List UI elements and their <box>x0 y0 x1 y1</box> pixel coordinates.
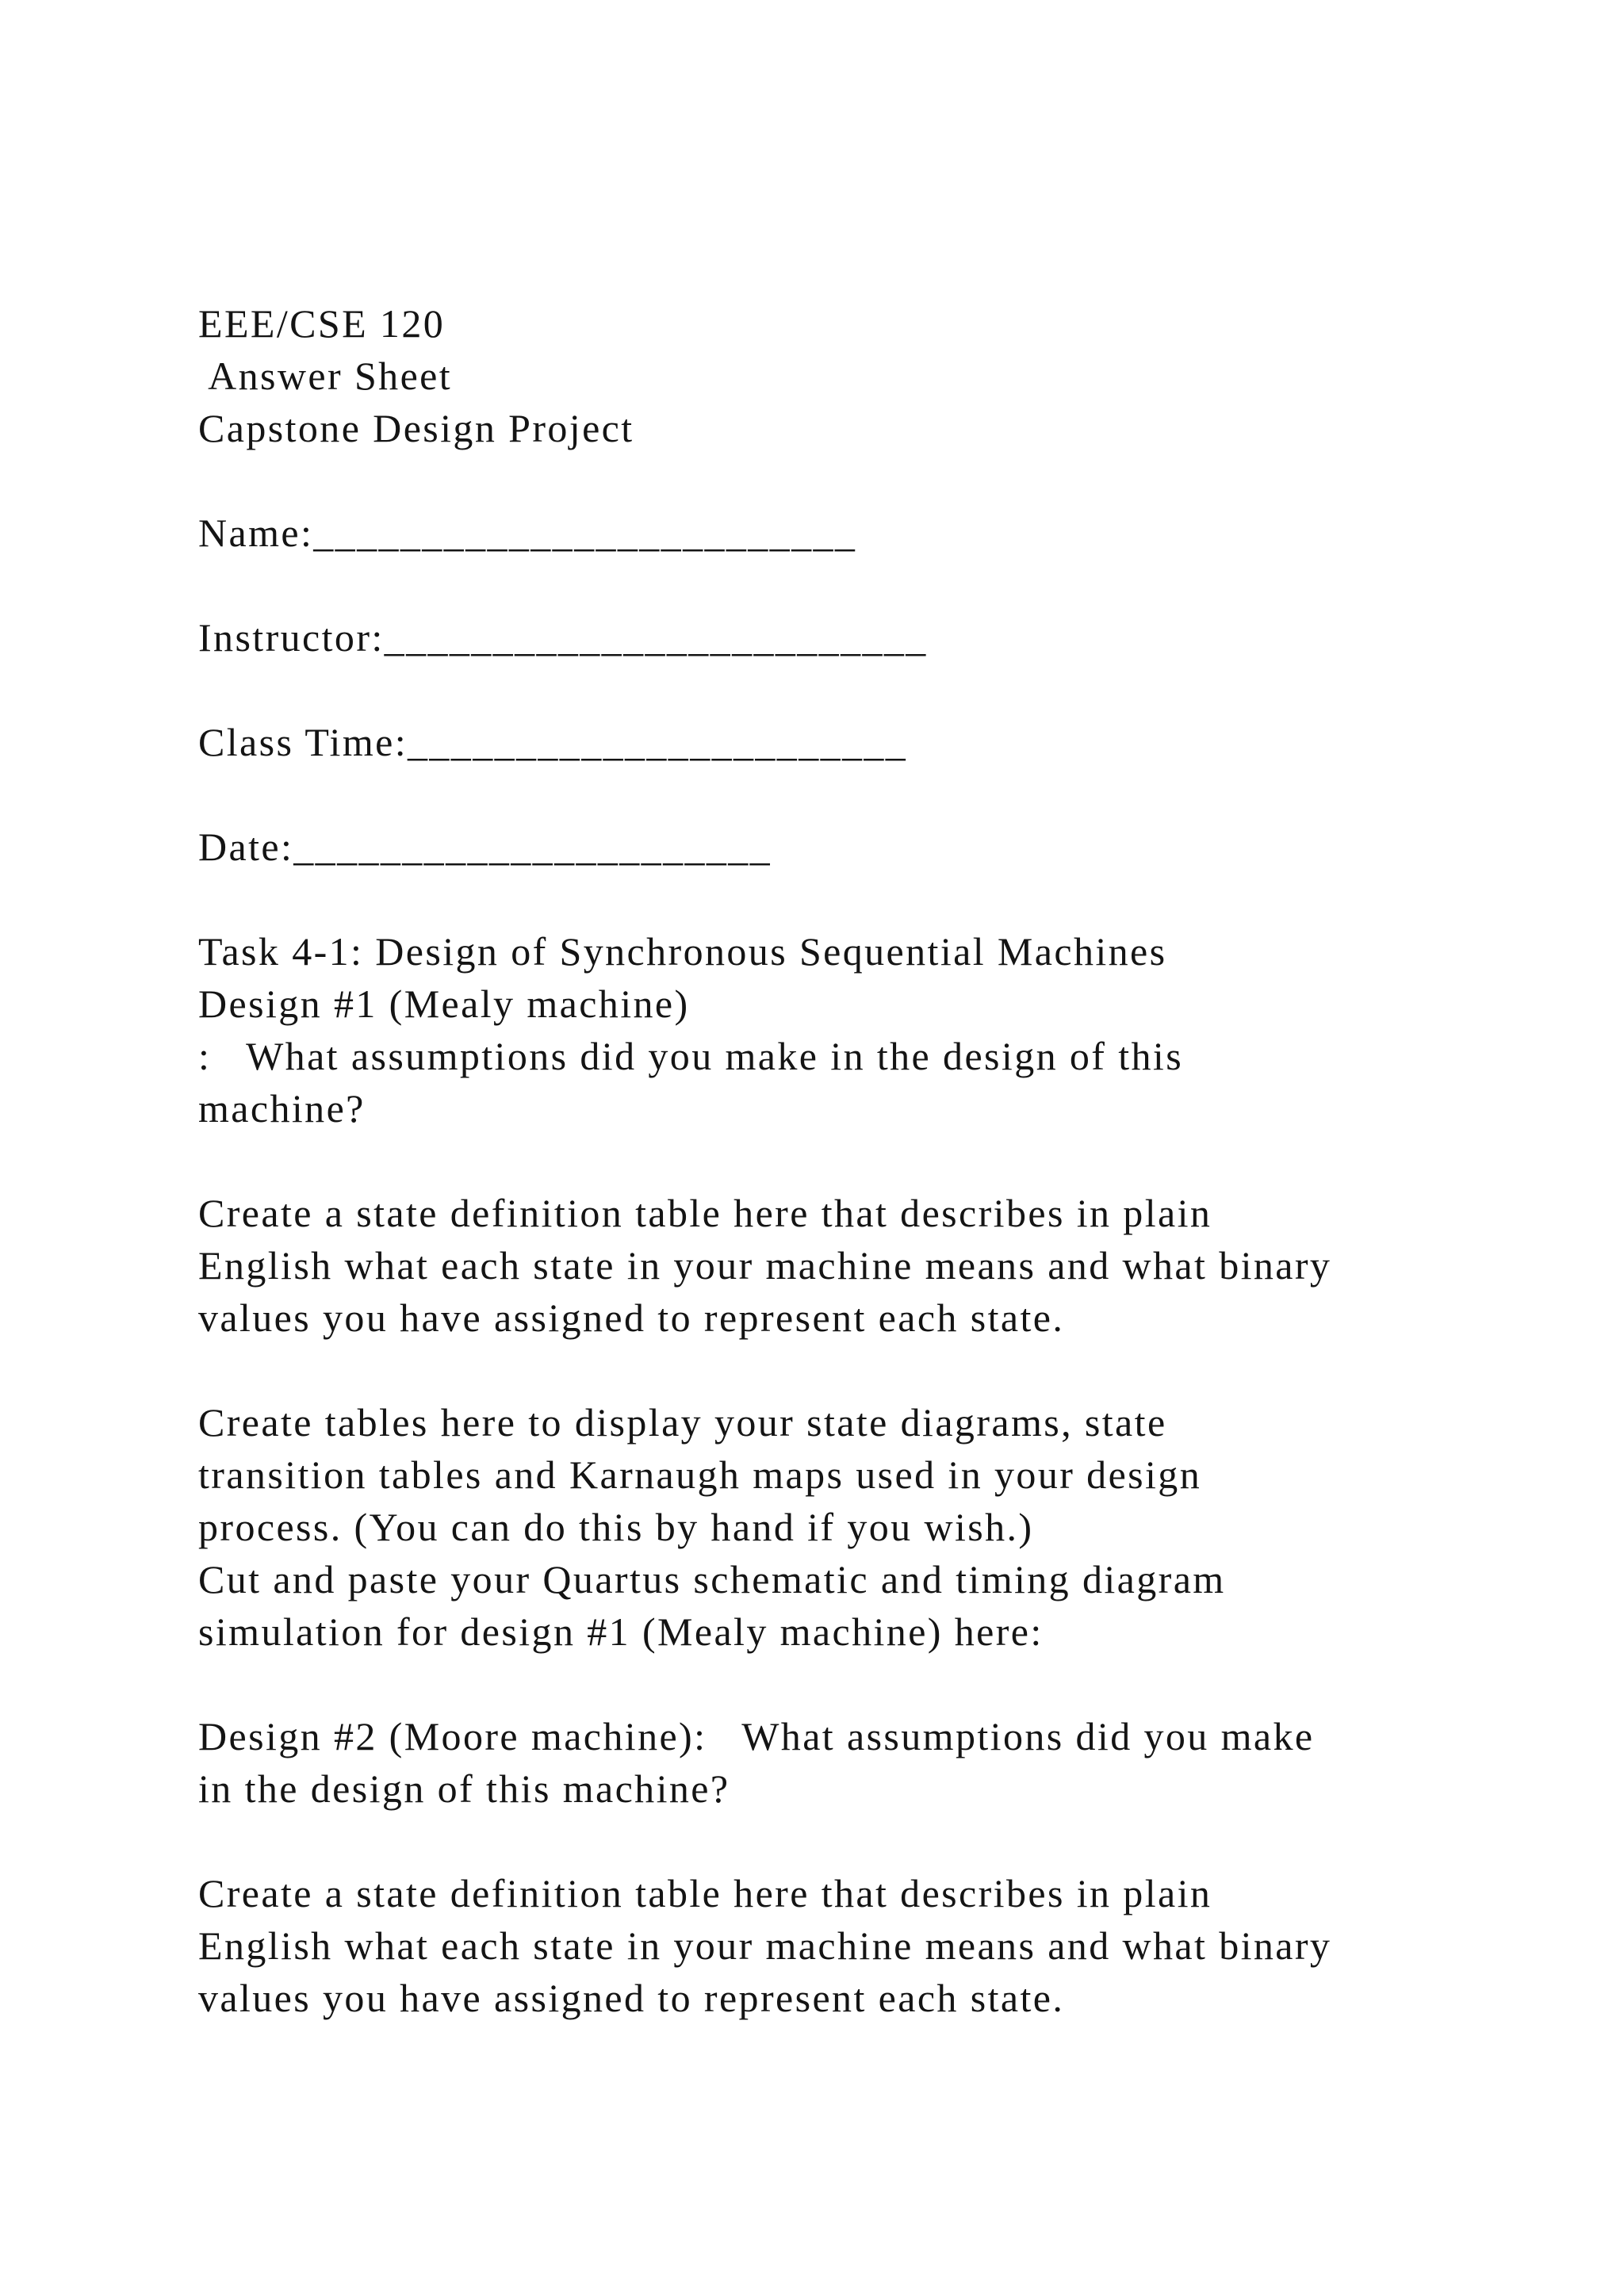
spacer <box>198 1344 1546 1396</box>
quartus-instructions: simulation for design #1 (Mealy machine) here: <box>198 1609 1044 1654</box>
design2-question-cont: in the design of this machine? <box>198 1766 730 1811</box>
state-table-2-instructions: English what each state in your machine means and what binary <box>198 1923 1332 1968</box>
project-title: Capstone Design Project <box>198 406 634 450</box>
design1-question: : What assumptions did you make in the design of this <box>198 1034 1184 1078</box>
name-field: Name:_________________________ <box>198 511 857 555</box>
design1-heading: Design #1 (Mealy machine) <box>198 982 690 1026</box>
state-table-2-instructions: values you have assigned to represent each state. <box>198 1976 1065 2020</box>
state-table-1-instructions: Create a state definition table here that describes in plain <box>198 1191 1212 1235</box>
date-field: Date:______________________ <box>198 825 772 869</box>
spacer <box>198 664 1546 716</box>
diagrams-instructions: Create tables here to display your state diagrams, state <box>198 1400 1167 1445</box>
state-table-2-instructions: Create a state definition table here that describes in plain <box>198 1871 1212 1915</box>
diagrams-instructions: transition tables and Karnaugh maps used in your design <box>198 1452 1202 1497</box>
quartus-instructions: Cut and paste your Quartus schematic and timing diagram <box>198 1557 1226 1601</box>
task-title: Task 4-1: Design of Synchronous Sequential Machines <box>198 929 1167 974</box>
design2-question: Design #2 (Moore machine): What assumptions did you make <box>198 1714 1315 1758</box>
course-code: EEE/CSE 120 <box>198 301 446 346</box>
answer-sheet-page <box>198 297 1546 2024</box>
sheet-title: Answer Sheet <box>198 354 453 398</box>
instructor-field: Instructor:_________________________ <box>198 615 928 660</box>
spacer <box>198 1815 1546 1867</box>
spacer <box>198 873 1546 925</box>
diagrams-instructions: process. (You can do this by hand if you wish.) <box>198 1505 1034 1549</box>
spacer <box>198 559 1546 611</box>
spacer <box>198 454 1546 507</box>
spacer <box>198 1135 1546 1187</box>
state-table-1-instructions: values you have assigned to represent each state. <box>198 1295 1065 1340</box>
spacer <box>198 768 1546 821</box>
spacer <box>198 1658 1546 1710</box>
design1-question-cont: machine? <box>198 1086 366 1131</box>
state-table-1-instructions: English what each state in your machine means and what binary <box>198 1243 1332 1288</box>
class-time-field: Class Time:_______________________ <box>198 720 908 764</box>
